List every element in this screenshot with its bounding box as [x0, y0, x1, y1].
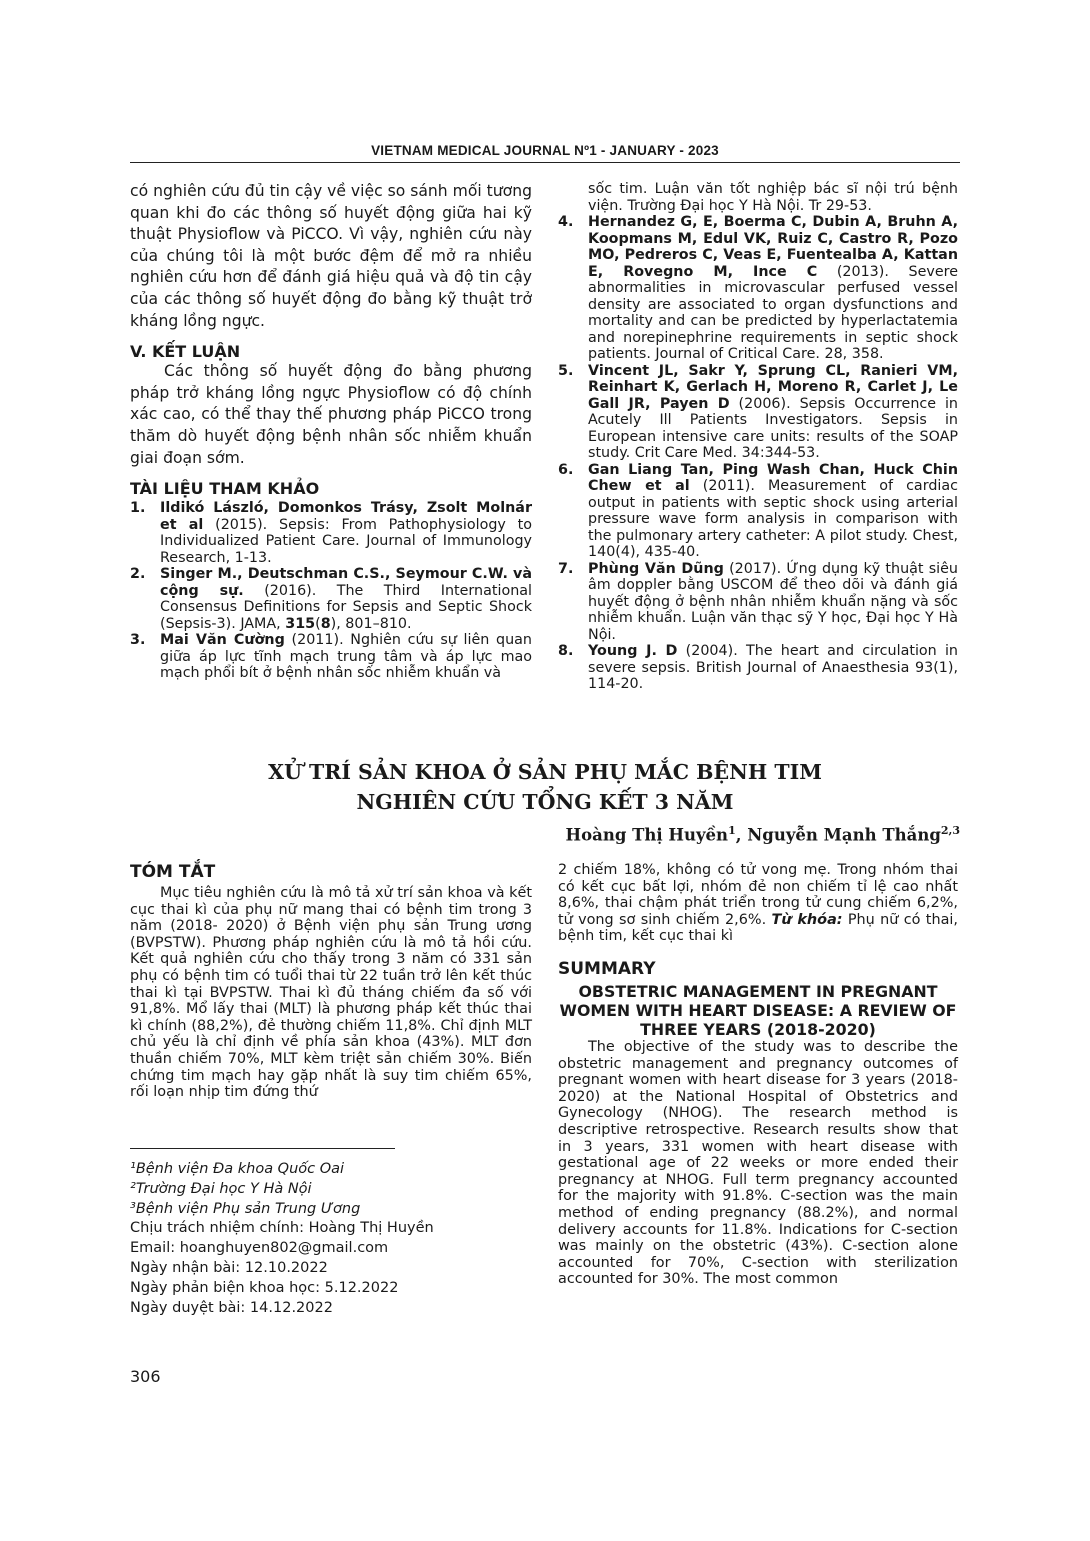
- abstract-vietnamese: [130, 862, 532, 1101]
- reference-text: [160, 632, 532, 682]
- reference-item: [558, 214, 958, 363]
- reference-number: 7.: [558, 560, 574, 577]
- reference-authors: Mai Văn Cường: [160, 632, 285, 649]
- date-received: Ngày nhận bài: 12.10.2022: [130, 1259, 328, 1276]
- reference-item: [130, 566, 532, 632]
- left-column-top: [130, 181, 532, 682]
- reference-item: [130, 632, 532, 682]
- discussion-paragraph: có nghiên cứu đủ tin cậy về việc so sánh mối tương quan khi đo các thông số huyết động giữa hai kỹ thuật Physioflow và PiCCO. Vì vậy, nghiên cứu này của chúng tôi là một bước đệm để mở ra nhiều nghiên cứu hơn để đánh giá hiệu quả và độ tin cậy của các thông số huyết động đo bằng kỹ thuật trở kháng lồng ngực.: [130, 182, 532, 330]
- conclusion-heading: V. KẾT LUẬN: [130, 342, 241, 362]
- reference-details: (2017). Ứng dụng kỹ thuật siêu âm doppler bằng USCOM để theo dõi và đánh giá huyết động ở bệnh nhân nhiễm khuẩn nặng và sốc nhiễm khuẩn. Luận văn thạc sỹ Y học, Đại học Y Hà Nội.: [588, 560, 958, 643]
- date-reviewed: Ngày phản biện khoa học: 5.12.2022: [130, 1279, 399, 1296]
- reference-details: (2006). Sepsis Occurrence in Acutely Ill Patients Investigators. Sepsis in European intensive care units: results of the SOAP study. Crit Care Med. 34:344-53.: [588, 395, 958, 461]
- affiliation-2: ²Trường Đại học Y Hà Nội: [130, 1180, 312, 1197]
- reference-text: [588, 561, 958, 644]
- summary-heading: SUMMARY: [558, 958, 656, 979]
- reference-item: [558, 643, 958, 693]
- reference-issue: 8: [320, 615, 331, 632]
- reference-paren-close: ): [330, 615, 337, 632]
- reference-item: [558, 462, 958, 561]
- reference-authors: Ildikó László, Domonkos Trásy, Zsolt Molnár et al: [160, 500, 532, 533]
- reference-authors: Phùng Văn Dũng: [588, 560, 724, 577]
- abstract-text: Mục tiêu nghiên cứu là mô tả xử trí sản khoa và kết cục thai kì của phụ nữ mang thai có bệnh tim trong 3 năm (2018- 2020) ở Bệnh viện phụ sản Trung ương (BVPSTW). Phương pháp nghiên cứu là mô tả hồi cứu. Kết quả nghiên cứu cho thấy trong 3 năm có 331 sản phụ có bệnh tim có tuổi thai từ 22 tuần trở lên kết thúc thai kì tại BVPSTW. Thai kì đủ tháng chiếm đa số với 91,8%. Mổ lấy thai (MLT) là phương pháp kết thúc thai kì chính (88,2%), đẻ thường chiếm 11,8%. Chỉ định MLT chủ yếu là chỉ định về phía sản khoa (43%). MLT đơn thuần chiếm 70%, MLT kèm triệt sản chiếm 30%. Biến chứng tim mạch hay gặp nhất là suy tim chiếm 65%, rối loạn nhịp tim đứng thứ: [130, 885, 532, 1101]
- reference-details: (2015). Sepsis: From Pathophysiology to Individualized Patient Care. Journal of Immunology Research, 1-13.: [160, 516, 533, 566]
- reference-authors: Vincent JL, Sakr Y, Sprung CL, Ranieri VM, Reinhart K, Gerlach H, Moreno R, Carlet J, Le Gall JR, Payen D: [588, 362, 958, 412]
- summary-title: OBSTETRIC MANAGEMENT IN PREGNANT WOMEN WITH HEART DISEASE: A REVIEW OF THREE YEARS (2018-2020): [559, 981, 957, 1039]
- contact-email: Email: hoanghuyen802@gmail.com: [130, 1240, 389, 1257]
- keywords-text: Phụ nữ có thai, bệnh tim, kết cục thai kì: [558, 911, 958, 945]
- references-heading: TÀI LIỆU THAM KHẢO: [130, 479, 320, 499]
- reference-text: [160, 500, 532, 566]
- author-separator: ,: [735, 825, 748, 845]
- reference-pages: , 801–810.: [336, 615, 412, 632]
- reference-authors: Gan Liang Tan, Ping Wash Chan, Huck Chin Chew et al: [588, 461, 958, 494]
- running-header: VIETNAM MEDICAL JOURNAL Nº1 - JANUARY - 2023: [371, 143, 719, 158]
- date-approved: Ngày duyệt bài: 14.12.2022: [130, 1299, 333, 1316]
- reference-text: [588, 363, 958, 462]
- affiliation-3: ³Bệnh viện Phụ sản Trung Ương: [130, 1200, 361, 1217]
- reference-details: (2011). Nghiên cứu sự liên quan giữa áp lực tĩnh mạch trung tâm và áp lực mao mạch phổi bít ở bệnh nhân sốc nhiễm khuẩn và: [160, 632, 532, 682]
- abstract-continuation: [558, 862, 958, 945]
- abstract-heading: TÓM TẮT: [130, 862, 216, 882]
- article-title: [130, 757, 960, 817]
- reference-continuation: [558, 181, 958, 214]
- reference-text: [160, 566, 532, 632]
- references-list-left: [130, 500, 532, 682]
- footnote-rule: [130, 1148, 395, 1149]
- reference-details: (2013). Severe abnormalities in microvascular perfused vessel density are associated to organ dysfunctions and mortality and can be predicted by hyperlactatemia and norepinephrine requirements in septic shock patients. Journal of Critical Care. 28, 358.: [588, 263, 958, 362]
- reference-authors: Young J. D: [588, 643, 678, 659]
- reference-volume: 315: [285, 615, 316, 632]
- reference-text: [588, 462, 958, 561]
- author-affiliation-mark: 1: [728, 824, 736, 837]
- keywords-label: Từ khóa:: [771, 911, 843, 928]
- abstract-text-continued: 2 chiếm 18%, không có tử vong mẹ. Trong nhóm thai có kết cục bất lợi, nhóm đẻ non chiếm tỉ lệ cao nhất 8,6%, thai chậm phát triển trong tử cung chiếm 6,2%, tử vong sơ sinh chiếm 2,6%.: [558, 862, 958, 928]
- reference-text: [588, 214, 958, 363]
- affiliation-1: ¹Bệnh viện Đa khoa Quốc Oai: [130, 1161, 345, 1177]
- reference-authors: Hernandez G, E, Boerma C, Dubin A, Bruhn A, Koopmans M, Edul VK, Ruiz C, Castro R, Pozo MO, Pedreros C, Veas E, Fuentealba A, Kattan E, Rovegno M, Ince C: [588, 214, 958, 280]
- summary-text: The objective of the study was to describe the obstetric management and pregnancy outcomes of pregnant women with heart disease for 3 years (2018-2020) at the National Hospital of Obstetrics and Gynecology (NHOG). The research method is descriptive retrospective. Research results show that in 3 years, 331 women with heart disease with gestational age of 22 weeks or more ended their pregnancy at NHOG. Full term pregnancy accounted for the majority with 91.8%. C-section was the main method of ending pregnancy (88.2%), and normal delivery accounts for 11.8%. Indications for C-section was mainly on the obstetric (43%). C-section alone accounted for 70%, C-section with sterilization accounted for 30%. The most common: [558, 1038, 958, 1288]
- reference-number: 4.: [558, 214, 574, 230]
- reference-text: [588, 643, 958, 693]
- conclusion-paragraph: Các thông số huyết động đo bằng phương pháp trở kháng lồng ngực Physioflow có độ chính xác cao, có thể thay thế phương pháp PiCCO trong thăm dò huyết động bệnh nhân sốc nhiễm khuẩn giai đoạn sớm.: [130, 362, 532, 467]
- reference-details: (2016). The Third International Consensus Definitions for Sepsis and Septic Shock (Sepsis-3). JAMA,: [160, 582, 532, 632]
- reference-details: (2011). Measurement of cardiac output in patients with septic shock using arterial pressure wave form analysis in comparison with the pulmonary artery catheter: A pilot study. Chest, 140(4), 435-40.: [588, 478, 958, 560]
- reference-text: sốc tim. Luận văn tốt nghiệp bác sĩ nội trú bệnh viện. Trường Đại học Y Hà Nội. Tr 29-53.: [588, 181, 958, 214]
- article-title-line-2: NGHIÊN CỨU TỔNG KẾT 3 NĂM: [356, 790, 734, 814]
- reference-number: 1.: [130, 500, 146, 517]
- author-affiliation-mark: 2,3: [940, 824, 960, 837]
- references-list-right: [558, 214, 958, 693]
- responsible-author: Chịu trách nhiệm chính: Hoàng Thị Huyền: [130, 1220, 434, 1237]
- author-name: Nguyễn Mạnh Thắng: [747, 825, 941, 845]
- reference-item: [558, 561, 958, 644]
- reference-number: 3.: [130, 632, 146, 649]
- right-column-bottom: [558, 862, 958, 1288]
- page-number: 306: [130, 1367, 161, 1386]
- author-name: Hoàng Thị Huyền: [565, 825, 729, 845]
- reference-number: 2.: [130, 566, 146, 583]
- reference-number: 5.: [558, 362, 574, 379]
- reference-item: [558, 363, 958, 462]
- reference-number: 6.: [558, 461, 574, 478]
- article-title-line-1: XỬ TRÍ SẢN KHOA Ở SẢN PHỤ MẮC BỆNH TIM: [268, 760, 822, 784]
- right-column-top: [558, 181, 958, 693]
- reference-item: [130, 500, 532, 566]
- footnotes: [130, 1160, 550, 1318]
- reference-details: (2004). The heart and circulation in severe sepsis. British Journal of Anaesthesia 93(1), 114-20.: [588, 643, 958, 692]
- header-rule: [130, 162, 960, 163]
- article-authors: [540, 824, 960, 845]
- reference-authors: Singer M., Deutschman C.S., Seymour C.W. và cộng sự.: [160, 566, 532, 599]
- reference-number: 8.: [558, 643, 574, 659]
- reference-paren-open: (: [315, 615, 321, 632]
